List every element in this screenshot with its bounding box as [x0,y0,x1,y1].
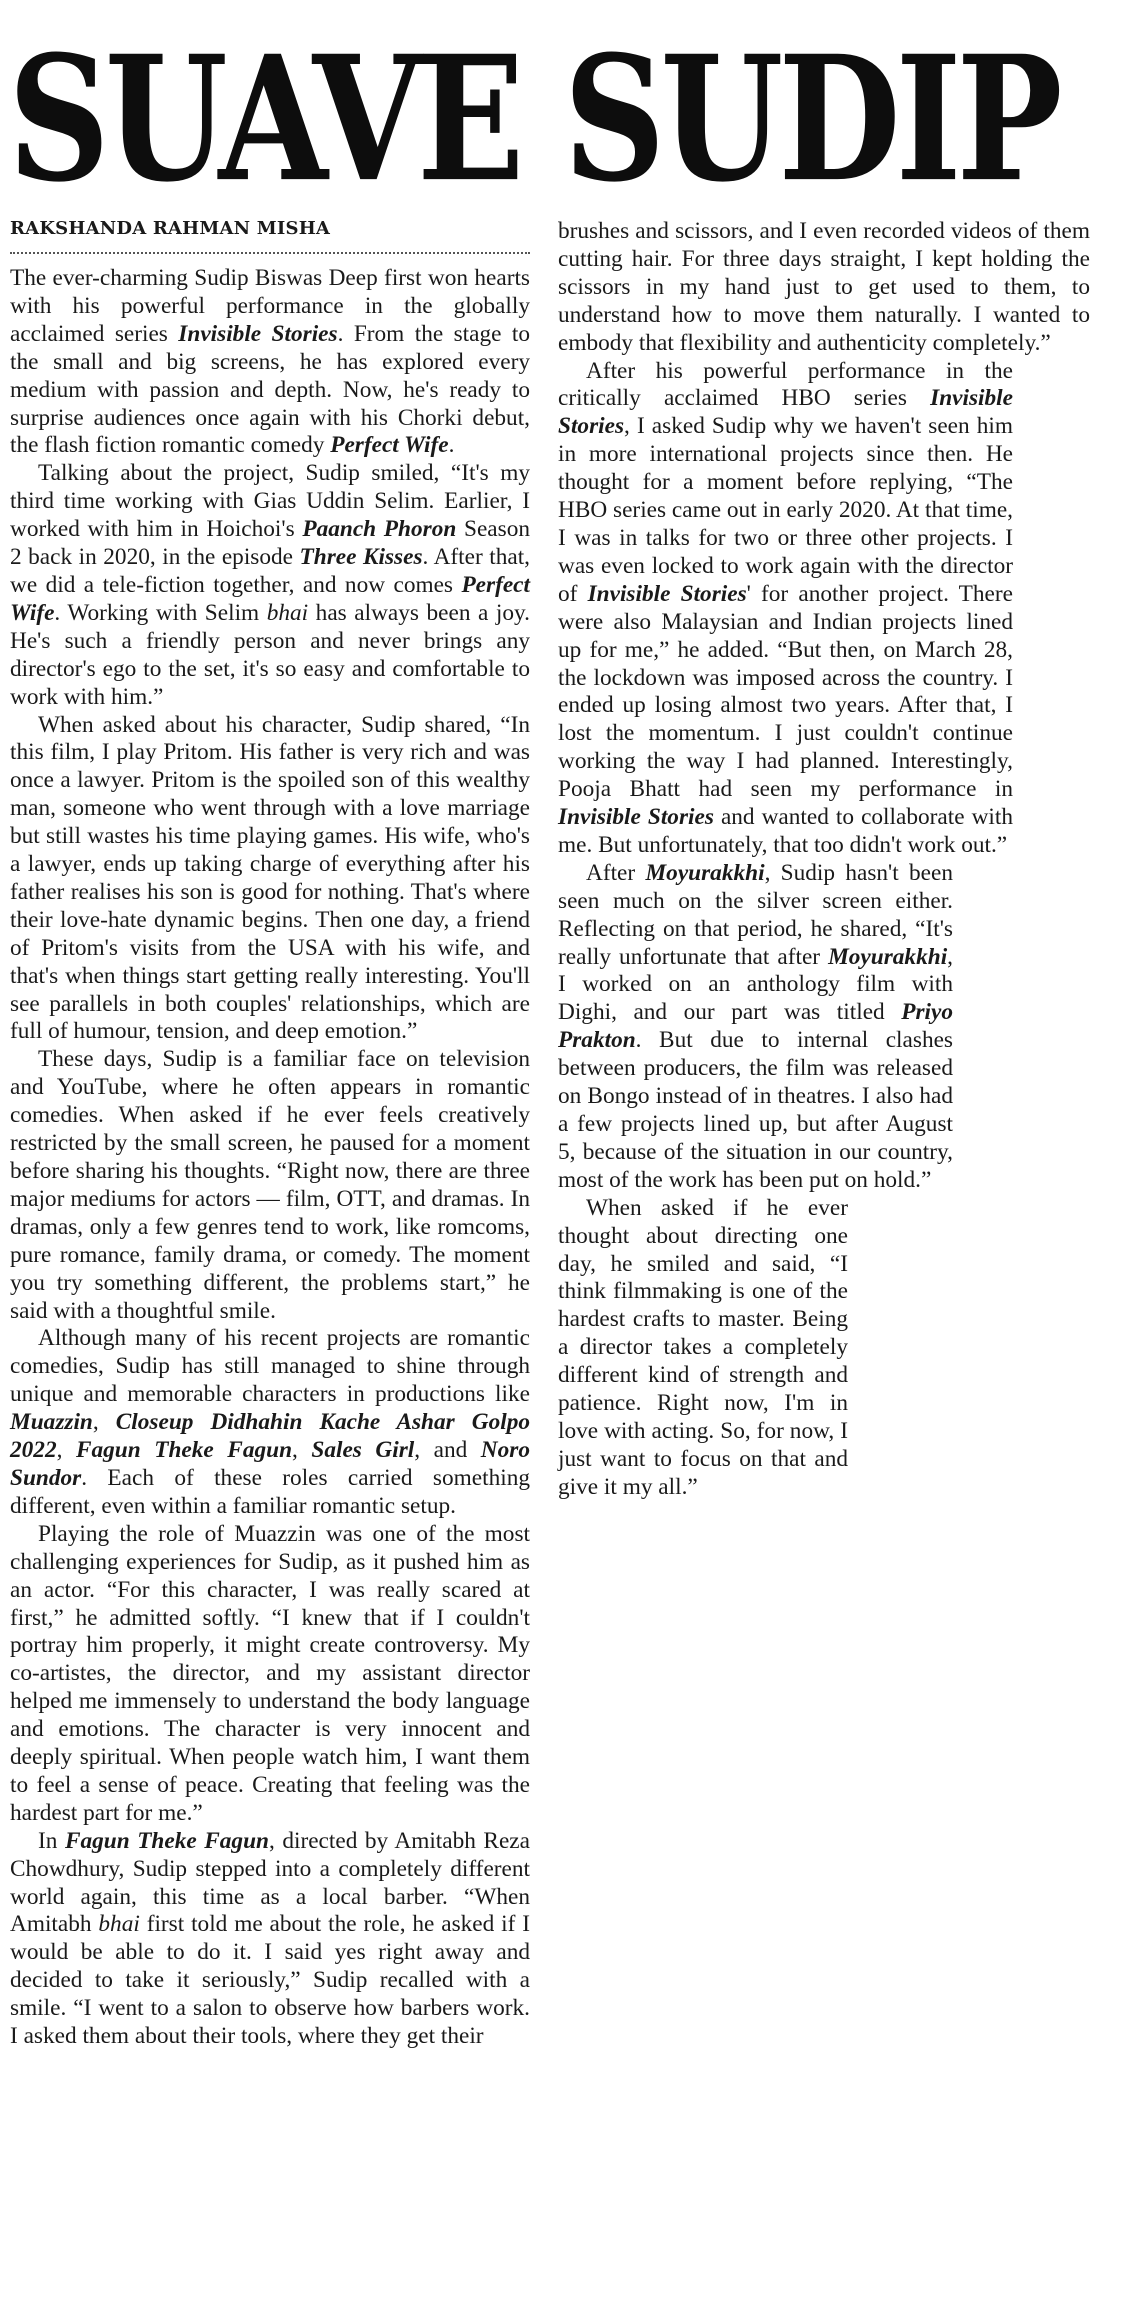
byline: RAKSHANDA RAHMAN MISHA [10,218,331,239]
paragraph-international: After his powerful performance in the critically acclaimed HBO series Invisible Stories, I asked Sudip why we haven't seen him in more international projects since then. He thought for a moment before replying, “The HBO series came out in early 2020. At that time, I was in talks for two or three other projects. I was even locked to work again with the director of Invisible Stories' for another project. There were also Malaysian and Indian projects lined up for me,” he added. “But then, on March 28, the lockdown was imposed across the country. I ended up losing almost two years. After that, I lost the momentum. I just couldn't continue working the way I had planned. Interestingly, Pooja Bhatt had seen my performance in Invisible Stories and wanted to collaborate with me. But unfortunately, that too didn't work out.” [558,357,1014,858]
column-right [558,218,1090,1502]
paragraph-directing: When asked if he ever thought about directing one day, he smiled and said, “I think filmmaking is one of the hardest crafts to master. Being a director takes a completely different kind of strength and patience. Right now, I'm in love with acting. So, for now, I just want to focus on that and give it my all.” [558,1194,848,1500]
paragraph-television: These days, Sudip is a familiar face on television and YouTube, where he often appears in romantic comedies. When asked if he ever feels creatively restricted by the small screen, he paused for a moment before sharing his thoughts. “Right now, there are three major mediums for actors — film, OTT, and dramas. In dramas, only a few genres tend to work, like romcoms, pure romance, family drama, or comedy. The moment you try something different, the problems start,” he said with a thoughtful smile. [10,1046,530,1324]
paragraph-moyurakkhi: After Moyurakkhi, Sudip hasn't been seen much on the silver screen either. Reflecting on that period, he shared, “It's really unfortunate that after Moyurakkhi, I worked on an anthology film with Dighi, and our part was titled Priyo Prakton. But due to internal clashes between producers, the film was released on Bongo instead of in theatres. I also had a few projects lined up, but after August 5, because of the situation in our country, most of the work has been put on hold.” [558,859,953,1193]
column-left [10,265,530,2051]
byline-divider [10,252,530,254]
paragraph-project: Talking about the project, Sudip smiled, “It's my third time working with Gias Uddin Selim. Earlier, I worked with him in Hoichoi's Paanch Phoron Season 2 back in 2020, in the episode Three Kisses. After that, we did a tele-fiction together, and now comes Perfect Wife. Working with Selim bhai has always been a joy. He's such a friendly person and never brings any director's ego to the set, it's so easy and comfortable to work with him.” [10,460,530,710]
paragraph-barber: brushes and scissors, and I even recorded videos of them cutting hair. For three days straight, I kept holding the scissors in my hand just to get used to them, to understand how to move them naturally. I wanted to embody that flexibility and authenticity completely.” [558,218,1090,356]
paragraph-muazzin: Playing the role of Muazzin was one of the most challenging experiences for Sudip, as it pushed him as an actor. “For this character, I was really scared at first,” he admitted softly. “I knew that if I couldn't portray him properly, it might create controversy. My co-artistes, the director, and my assistant director helped me immensely to understand the body language and emotions. The character is very innocent and deeply spiritual. When people watch him, I want them to feel a sense of peace. Creating that feeling was the hardest part for me.” [10,1520,530,1826]
paragraph-fagun: In Fagun Theke Fagun, directed by Amitabh Reza Chowdhury, Sudip stepped into a completely different world again, this time as a local barber. “When Amitabh bhai first told me about the role, he asked if I would be able to do it. I said yes right away and decided to take it seriously,” Sudip recalled with a smile. “I went to a salon to observe how barbers work. I asked them about their tools, where they get their [10,1827,530,2050]
paragraph-intro: The ever-charming Sudip Biswas Deep first won hearts with his powerful performance in the globally acclaimed series Invisible Stories. From the stage to the small and big screens, he has explored every medium with passion and depth. Now, he's ready to surprise audiences once again with his Chorki debut, the flash fiction romantic comedy Perfect Wife. [10,265,530,459]
headline: SUAVE SUDIP [8,19,1058,221]
paragraph-projects: Although many of his recent projects are romantic comedies, Sudip has still managed to shine through unique and memorable characters in productions like Muazzin, Closeup Didhahin Kache Ashar Golpo 2022, Fagun Theke Fagun, Sales Girl, and Noro Sundor. Each of these roles carried something different, even within a familiar romantic setup. [10,1325,530,1519]
paragraph-character: When asked about his character, Sudip shared, “In this film, I play Pritom. His father is very rich and was once a lawyer. Pritom is the spoiled son of this wealthy man, someone who went through with a love marriage but still wastes his time playing games. His wife, who's a lawyer, ends up taking charge of everything after his father realises his son is good for nothing. That's where their love-hate dynamic begins. Then one day, a friend of Pritom's visits from the USA with his wife, and that's when things start getting really interesting. You'll see parallels in both couples' relationships, which are full of humour, tension, and deep emotion.” [10,711,530,1045]
